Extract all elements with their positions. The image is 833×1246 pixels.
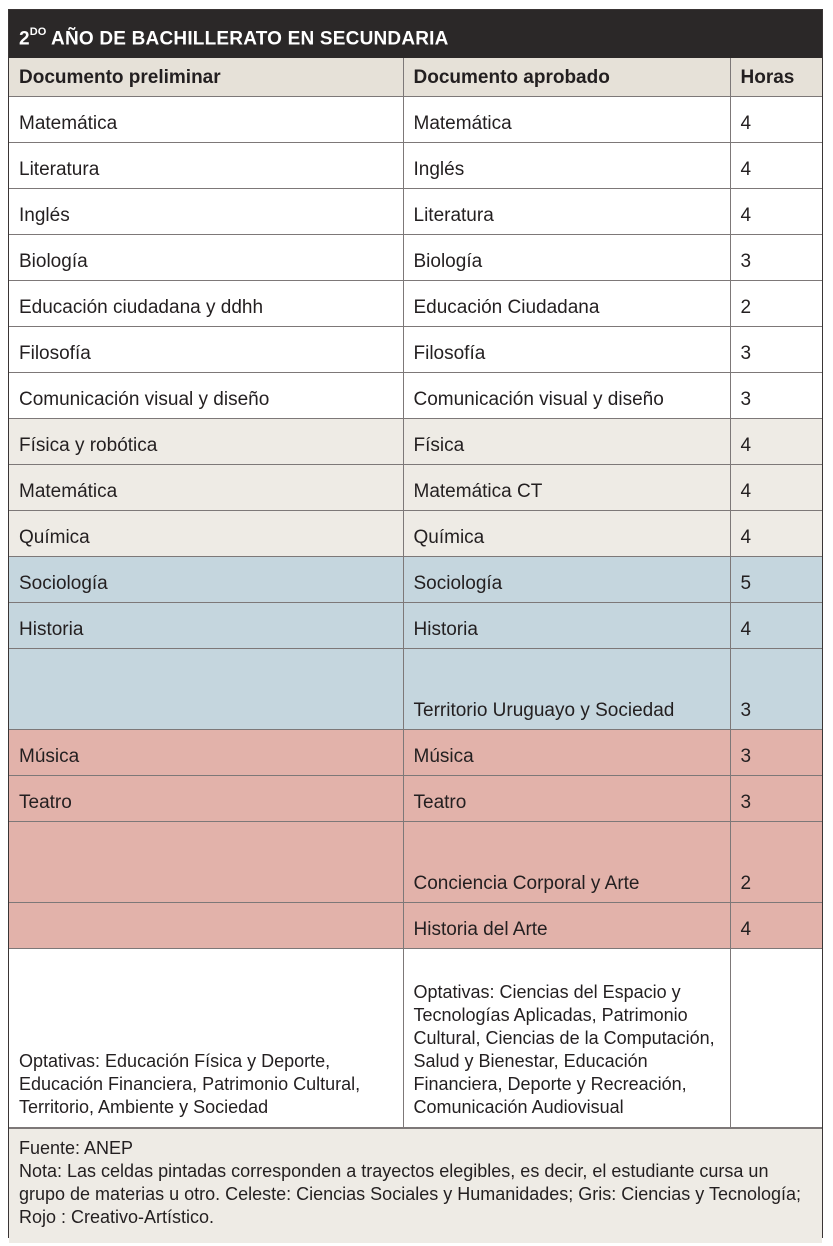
cell-aprobado: Educación Ciudadana (403, 281, 730, 327)
table-footer (9, 1128, 822, 1243)
table-row (9, 327, 822, 373)
cell-horas: 2 (730, 281, 822, 327)
table-row-optativas (9, 949, 822, 1128)
cell-horas: 4 (730, 511, 822, 557)
column-header-aprobado: Documento aprobado (403, 58, 730, 97)
cell-horas: 3 (730, 235, 822, 281)
table-row (9, 557, 822, 603)
table-row (9, 822, 822, 903)
table-title: $2^{DO}$ AÑO DE BACHILLERATO EN SECUNDARIA (9, 10, 822, 58)
table-row (9, 143, 822, 189)
cell-preliminar: Matemática (9, 97, 403, 143)
cell-preliminar: Teatro (9, 776, 403, 822)
cell-aprobado: Territorio Uruguayo y Sociedad (403, 649, 730, 730)
cell-preliminar (9, 822, 403, 903)
cell-horas: 4 (730, 143, 822, 189)
cell-preliminar: Matemática (9, 465, 403, 511)
cell-aprobado: Historia del Arte (403, 903, 730, 949)
table-row (9, 419, 822, 465)
cell-aprobado: Teatro (403, 776, 730, 822)
cell-aprobado: Inglés (403, 143, 730, 189)
source-note: Fuente: ANEP (19, 1138, 134, 1158)
cell-preliminar: Filosofía (9, 327, 403, 373)
cell-preliminar: Música (9, 730, 403, 776)
column-header-row (9, 58, 822, 97)
cell-horas: 3 (730, 649, 822, 730)
cell-aprobado: Física (403, 419, 730, 465)
cell-preliminar: Literatura (9, 143, 403, 189)
table-frame (8, 9, 823, 1238)
table-row (9, 97, 822, 143)
cell-preliminar: Comunicación visual y diseño (9, 373, 403, 419)
cell-horas: 4 (730, 419, 822, 465)
cell-preliminar: Optativas: Educación Física y Deporte, Educación Financiera, Patrimonio Cultural, Territorio, Ambiente y Sociedad (9, 949, 403, 1128)
cell-aprobado: Conciencia Corporal y Arte (403, 822, 730, 903)
table-row (9, 189, 822, 235)
cell-preliminar: Química (9, 511, 403, 557)
cell-aprobado: Literatura (403, 189, 730, 235)
cell-horas: 4 (730, 189, 822, 235)
cell-preliminar (9, 649, 403, 730)
cell-aprobado: Comunicación visual y diseño (403, 373, 730, 419)
cell-aprobado: Matemática CT (403, 465, 730, 511)
explanatory-note: Nota: Las celdas pintadas corresponden a trayectos elegibles, es decir, el estudiante cursa un grupo de materias u otro. Celeste: Ciencias Sociales y Humanidades; Gris: Ciencias y Tecnología; Rojo : Creativo-Artístico. (19, 1161, 802, 1227)
cell-aprobado: Historia (403, 603, 730, 649)
cell-aprobado: Música (403, 730, 730, 776)
cell-horas (730, 949, 822, 1128)
cell-horas: 4 (730, 603, 822, 649)
cell-horas: 5 (730, 557, 822, 603)
cell-aprobado: Sociología (403, 557, 730, 603)
cell-horas: 2 (730, 822, 822, 903)
table-row (9, 235, 822, 281)
cell-aprobado: Filosofía (403, 327, 730, 373)
cell-horas: 4 (730, 465, 822, 511)
cell-horas: 3 (730, 327, 822, 373)
table-row (9, 281, 822, 327)
table-row (9, 776, 822, 822)
subjects-table (9, 58, 822, 1128)
cell-horas: 3 (730, 373, 822, 419)
table-row (9, 511, 822, 557)
table-row (9, 465, 822, 511)
table-row (9, 730, 822, 776)
table-row (9, 903, 822, 949)
column-header-horas: Horas (730, 58, 822, 97)
cell-aprobado: Biología (403, 235, 730, 281)
cell-aprobado: Química (403, 511, 730, 557)
table-row (9, 603, 822, 649)
table-row (9, 373, 822, 419)
cell-horas: 3 (730, 730, 822, 776)
column-header-preliminar: Documento preliminar (9, 58, 403, 97)
cell-preliminar (9, 903, 403, 949)
cell-preliminar: Física y robótica (9, 419, 403, 465)
cell-preliminar: Sociología (9, 557, 403, 603)
table-row (9, 649, 822, 730)
cell-aprobado: Optativas: Ciencias del Espacio y Tecnologías Aplicadas, Patrimonio Cultural, Ciencias de la Computación, Salud y Bienestar, Educación Financiera, Deporte y Recreación, Comunicación Audiovisual (403, 949, 730, 1128)
cell-horas: 4 (730, 903, 822, 949)
cell-horas: 3 (730, 776, 822, 822)
cell-preliminar: Inglés (9, 189, 403, 235)
cell-preliminar: Historia (9, 603, 403, 649)
cell-aprobado: Matemática (403, 97, 730, 143)
cell-preliminar: Educación ciudadana y ddhh (9, 281, 403, 327)
cell-horas: 4 (730, 97, 822, 143)
cell-preliminar: Biología (9, 235, 403, 281)
